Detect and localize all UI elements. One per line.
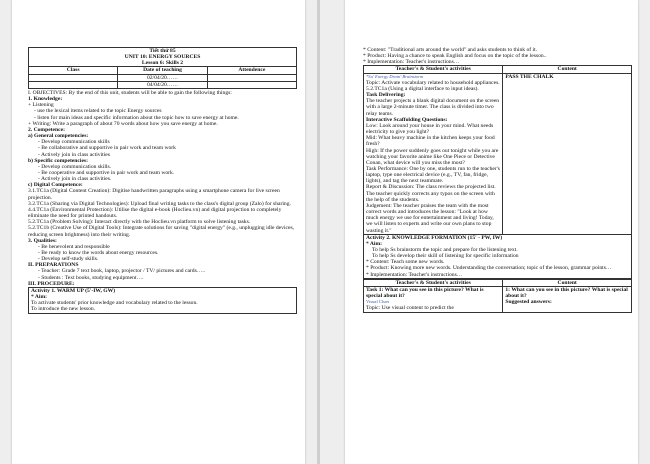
- text-line: - Develop self-study skills.: [38, 256, 99, 263]
- text-line: Low: Look around your house in your mind. What needs electricity to give you light?: [366, 122, 494, 136]
- section-heading: 2. Competence:: [28, 126, 65, 133]
- activity-2-cell: [364, 234, 632, 278]
- text-line: - Students : Text books, studying equipment….: [38, 274, 144, 281]
- text-line: - Actively join in class activities.: [38, 176, 112, 183]
- digital-competence-item: 4.4.TC1a (Environmental Protection): Utilise the digital e-book (Hoclieu.vn) and digital projection to completely eliminate the need for printed handouts.: [28, 206, 282, 220]
- content-line: * Content: "Traditional arts around the world" and asks students to think of it.: [363, 47, 538, 53]
- text-line: * Content: Teach some new words.: [366, 259, 445, 266]
- text-line: Interactive Scaffolding Questions:: [366, 116, 448, 123]
- digital-competence-item: 3.2.TC1a (Sharing via Digital Technologies): Upload final writing tasks to the class's digital group (Zalo) for sharing.: [28, 200, 291, 207]
- section-subheading: b) Specific competencies:: [28, 157, 88, 164]
- digital-competence-item: 3.1.TC1a (Digital Content Creation): Digitise handwritten paragraphs using a smartphone camera for live screen projection.: [28, 188, 280, 201]
- column-content: Content: [503, 279, 632, 286]
- text-line: * Implementation: Teacher's instructions…: [366, 271, 463, 278]
- text-line: - Actively join in class activities: [38, 151, 110, 158]
- aim-line: To activate students' prior knowledge and vocabulary related to the lesson.: [31, 300, 198, 307]
- text-line: - Be cooperative and supportive in pair work and team work.: [38, 169, 175, 176]
- column-attendence: Attendence: [207, 67, 296, 74]
- text-line: - Be ready to know the words about energy resources.: [38, 250, 159, 256]
- section-heading: 3. Qualities:: [28, 237, 57, 244]
- objectives-heading: I. OBJECTIVES: By the end of this unit, students will be able to gain the following things:: [28, 89, 232, 96]
- section-subheading: c) Digital Competence:: [28, 182, 83, 189]
- column-content: Content: [503, 66, 632, 73]
- section-heading: III. PROCEDURE:: [28, 280, 75, 287]
- activities-table-1: [363, 65, 632, 278]
- column-activities: Teacher's & Student's activities: [364, 279, 503, 286]
- lesson-title: Lesson 6: Skills 2: [141, 60, 184, 67]
- date-cell: 04/04/20……: [118, 81, 207, 88]
- class-cell: [29, 74, 118, 81]
- date-cell: 02/04/20……: [118, 74, 207, 81]
- activity-1-title: Activity 1. WARM UP (5'-IW, GW): [31, 287, 116, 294]
- section-heading: II. PREPARATIONS: [28, 262, 79, 269]
- activities-cell: [364, 286, 503, 312]
- visual-clues-label: Visual Clues: [366, 299, 390, 305]
- text-line: + Writing: Write a paragraph of about 70 words about how you save energy at home.: [28, 120, 218, 127]
- section-subheading: a) General competencies:: [28, 133, 89, 140]
- column-date: Date of teaching: [118, 67, 207, 74]
- lesson-title-cell: [29, 48, 297, 67]
- section-heading: 1. Knowledge:: [28, 96, 63, 103]
- period-title: Tiết thứ 85: [149, 48, 176, 54]
- document-page-left: [12, 0, 305, 464]
- attendence-cell: [207, 81, 296, 88]
- text-line: To help Ss brainstorm the topic and prepare for the listening text.: [372, 247, 518, 253]
- activity-2-title: Activity 2. KNOWLEDGE FORMATION (15' - PW, IW): [366, 234, 503, 241]
- lesson-plan-content-left: [28, 47, 297, 314]
- question-text: 1: What can you see in this picture? What is special about it?: [505, 286, 628, 300]
- lesson-plan-content-right: [363, 47, 632, 313]
- suggested-answers-label: Suggested answers:: [505, 299, 552, 306]
- column-activities: Teacher's & Student's activities: [364, 66, 503, 73]
- text-line: + Listening: [28, 102, 54, 109]
- text-line: - Develop communication skills.: [38, 163, 112, 170]
- content-title: PASS THE CHALK: [505, 73, 554, 80]
- text-line: 5.2.TC1a (Using a digital interface to input ideas).: [366, 85, 479, 92]
- aim-label: * Aim:: [31, 294, 48, 301]
- column-class: Class: [29, 67, 118, 74]
- text-line: * Product: Knowing more new words. Understanding the conversation; topic of the lesson, grammar points…: [366, 265, 612, 272]
- text-line: To help Ss develop their skill of listening for specific information: [372, 253, 519, 260]
- text-line: Task Delivering:: [366, 92, 406, 99]
- digital-competence-item: 5.2.TC1a (Problem Solving): Interact directly with the Hoclieu.vn platform to solve listening tasks.: [28, 219, 251, 226]
- text-line: - listen for main ideas and specific information about the topic how to save energy at home.: [34, 114, 239, 121]
- text-line: Mid: What heavy machine in the kitchen keeps your food fresh?: [366, 135, 495, 148]
- text-line: Judgement: The teacher praises the team with the most correct words and introduces the lesson: "Look at how much energy we use for entertainment and living! Today, we will listen to experts and write our own plans to stop wasting it.": [366, 202, 494, 234]
- content-cell: [503, 73, 632, 234]
- aim-label: * Aim:: [366, 240, 383, 247]
- document-page-right: [345, 0, 638, 464]
- activities-table-2: [363, 279, 632, 313]
- page-gutter: [317, 0, 320, 464]
- text-line: - Teacher: Grade 7 text book, laptop, projector / TV/ pictures and cards…..: [38, 268, 206, 275]
- text-line: Topic: Use visual content to predict the: [366, 305, 454, 312]
- task-title: Task 1: What can you see in this picture? What is special about it?: [366, 286, 484, 300]
- aim-line: To introduce the new lesson.: [31, 306, 96, 313]
- text-line: - Be benevolent and responsible: [38, 243, 110, 250]
- content-cell: [503, 286, 632, 312]
- lesson-header-table: [28, 47, 297, 89]
- activities-cell: [364, 73, 503, 234]
- activity-1-box: [28, 287, 297, 294]
- text-line: The teacher projects a blank digital document on the screen with a large 2-minute timer. The class is divided into two relay teams.: [366, 98, 500, 117]
- text-line: Report & Discussion: The class reviews the projected list. The teacher quickly corrects any typos on the screen with the help of the students.: [366, 184, 496, 203]
- text-line: Topic: Activate vocabulary related to household appliances.: [366, 79, 500, 86]
- activity-1-aim-box: [28, 294, 297, 313]
- text-line: - use the lexical items related to the topic Energy sources: [34, 108, 162, 115]
- attendence-cell: [207, 74, 296, 81]
- implementation-line: * Implementation: Teacher's instructions…: [363, 59, 460, 66]
- class-cell: [29, 81, 118, 88]
- unit-title: UNIT 10: ENERGY SOURCES: [124, 54, 201, 61]
- text-line: High: If the power suddenly goes out tonight while you are watching your favorite anime like One Piece or Detective Conan, what device will you miss the most?: [366, 147, 499, 166]
- text-line: - Be collaborative and supportive in pair work and team work: [38, 145, 176, 152]
- product-line: * Product: Having a chance to speak English and focus on the topic of the lesson..: [363, 53, 547, 60]
- text-line: - Develop communication skills: [38, 139, 110, 146]
- text-line: Task Performance: One by one, students run to the teacher's laptop, type one electrical device (e.g., TV, fan, fridge, lights), and tag the next teammate.: [366, 165, 500, 185]
- activity-label: *5a' Energy Drain' Brainstorm: [366, 73, 424, 79]
- digital-competence-item: 5.2.TC1b (Creative Use of Digital Tools): Integrate solutions for saving "digital energy" (e.g., unplugging idle devices, reducing screen brightness) into their writing.: [28, 225, 295, 238]
